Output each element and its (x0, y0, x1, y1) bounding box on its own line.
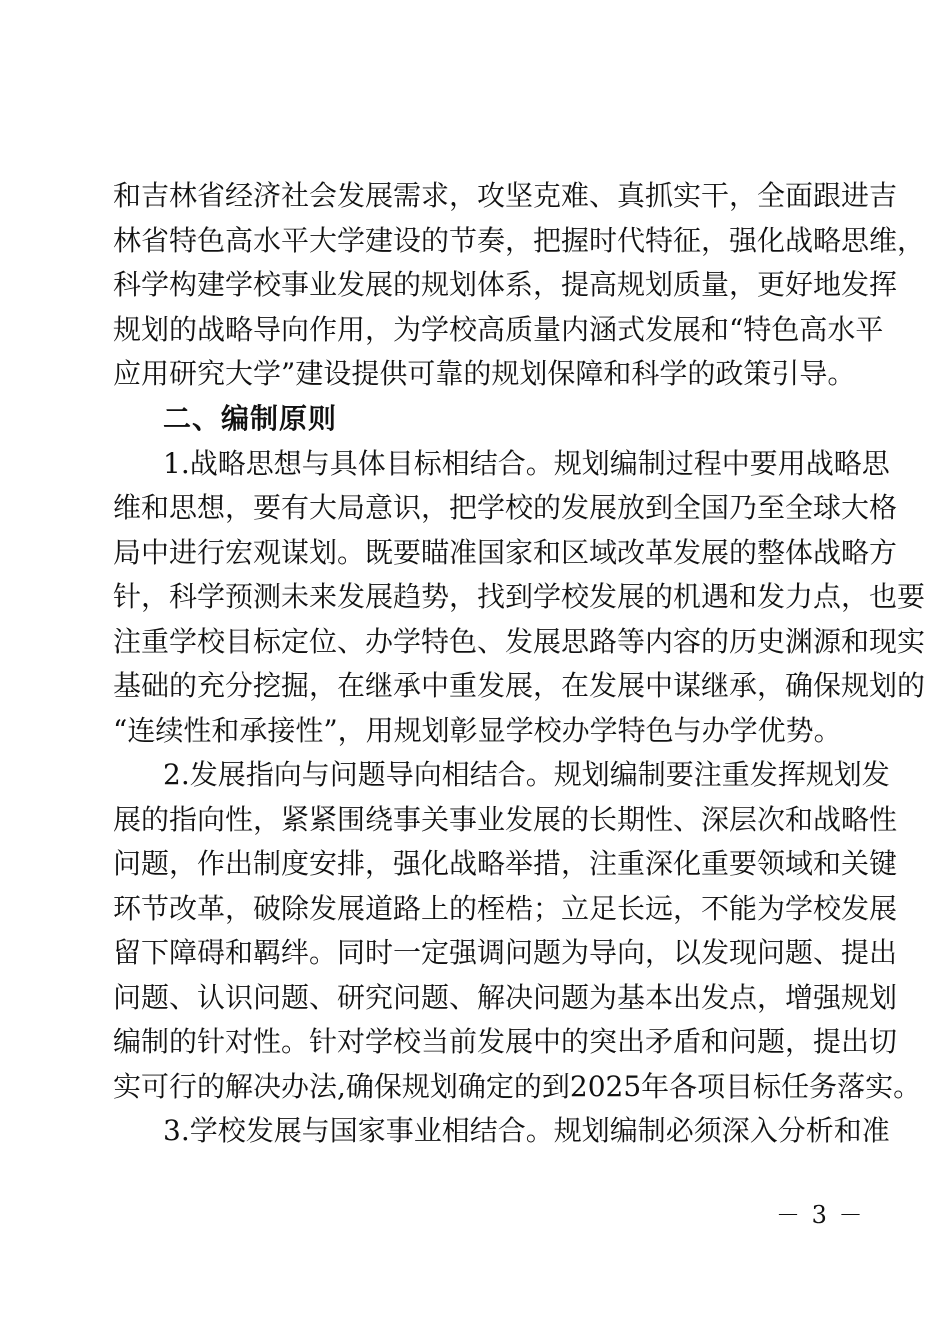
principle-2-line: 留下障碍和羁绊。同时一定强调问题为导向，以发现问题、提出 (113, 936, 898, 969)
principle-1-line: 注重学校目标定位、办学特色、发展思路等内容的历史渊源和现实 (113, 625, 926, 658)
principle-2-line: 问题、认识问题、研究问题、解决问题为基本出发点，增强规划 (113, 981, 898, 1014)
principle-1-line: 1.战略思想与具体目标相结合。规划编制过程中要用战略思 (163, 447, 890, 480)
principle-2-line: 实可行的解决办法,确保规划确定的到2025年各项目标任务落实。 (113, 1070, 922, 1103)
page-number: － 3 － (776, 1201, 865, 1229)
principle-1-line: “连续性和承接性”，用规划彰显学校办学特色与办学优势。 (113, 714, 842, 747)
paragraph-line: 和吉林省经济社会发展需求，攻坚克难、真抓实干，全面跟进吉 (113, 179, 898, 212)
paragraph-line: 应用研究大学”建设提供可靠的规划保障和科学的政策引导。 (113, 357, 856, 390)
section-heading: 二、编制原则 (163, 402, 338, 435)
principle-1-line: 针，科学预测未来发展趋势，找到学校发展的机遇和发力点，也要 (113, 580, 926, 613)
principle-1-line: 维和思想，要有大局意识，把学校的发展放到全国乃至全球大格 (113, 491, 898, 524)
principle-2-line: 问题，作出制度安排，强化战略举措，注重深化重要领域和关键 (113, 847, 898, 880)
paragraph-line: 林省特色高水平大学建设的节奏，把握时代特征，强化战略思维， (113, 224, 926, 257)
principle-2-line: 2.发展指向与问题导向相结合。规划编制要注重发挥规划发 (163, 758, 890, 791)
principle-1-line: 基础的充分挖掘，在继承中重发展，在发展中谋继承，确保规划的 (113, 669, 926, 702)
principle-1-line: 局中进行宏观谋划。既要瞄准国家和区域改革发展的整体战略方 (113, 536, 898, 569)
paragraph-line: 科学构建学校事业发展的规划体系，提高规划质量，更好地发挥 (113, 268, 898, 301)
principle-2-line: 环节改革，破除发展道路上的桎梏；立足长远，不能为学校发展 (113, 892, 898, 925)
principle-2-line: 展的指向性，紧紧围绕事关事业发展的长期性、深层次和战略性 (113, 803, 898, 836)
principle-2-line: 编制的针对性。针对学校当前发展中的突出矛盾和问题，提出切 (113, 1025, 898, 1058)
paragraph-line: 规划的战略导向作用，为学校高质量内涵式发展和“特色高水平 (113, 313, 884, 346)
principle-3-line: 3.学校发展与国家事业相结合。规划编制必须深入分析和准 (163, 1114, 890, 1147)
